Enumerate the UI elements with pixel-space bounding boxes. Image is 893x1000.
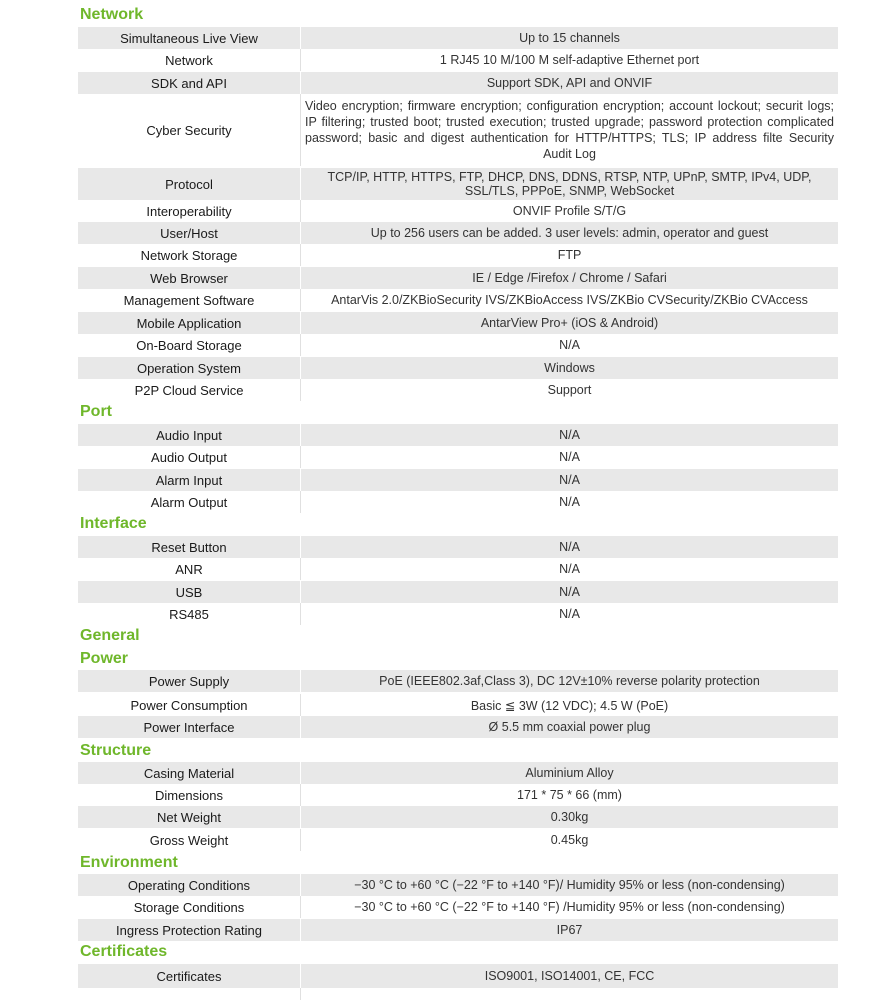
column-divider — [300, 379, 301, 401]
spec-row-interoperability — [78, 200, 838, 222]
spec-row-user-host — [78, 222, 838, 244]
spec-label: Certificates — [78, 964, 301, 988]
spec-label: Protocol — [78, 168, 301, 200]
spec-label: Network — [78, 49, 301, 71]
spec-label: Storage Conditions — [78, 896, 301, 918]
spec-value: N/A — [559, 428, 580, 442]
spec-row-audio-output — [78, 446, 838, 468]
spec-row-certificates — [78, 964, 838, 988]
spec-row-mobile-application — [78, 312, 838, 334]
spec-row-p2p-cloud-service — [78, 379, 838, 401]
column-divider — [300, 603, 301, 625]
spec-value: PoE (IEEE802.3af,Class 3), DC 12V±10% reverse polarity protection — [379, 674, 760, 688]
column-divider — [300, 289, 301, 311]
spec-label: Audio Output — [78, 446, 301, 468]
spec-row-casing-material — [78, 762, 838, 784]
spec-row-simultaneous-live-view — [78, 27, 838, 49]
spec-row-management-software — [78, 289, 838, 311]
section-title-environment: Environment — [80, 854, 178, 871]
spec-row-dimensions — [78, 784, 838, 806]
spec-row-gross-weight — [78, 829, 838, 851]
column-divider — [300, 694, 301, 716]
spec-value: N/A — [559, 450, 580, 464]
spec-row-audio-input — [78, 424, 838, 446]
spec-row-network-storage — [78, 244, 838, 266]
spec-row-network — [78, 49, 838, 71]
spec-row-net-weight — [78, 806, 838, 828]
spec-label: Casing Material — [78, 762, 301, 784]
spec-label: Cyber Security — [78, 94, 301, 166]
spec-label: RS485 — [78, 603, 301, 625]
spec-label: Interoperability — [78, 200, 301, 222]
column-divider — [300, 896, 301, 918]
spec-label: Management Software — [78, 289, 301, 311]
spec-label: Audio Input — [78, 424, 301, 446]
section-title-port: Port — [80, 403, 112, 420]
spec-value: ONVIF Profile S/T/G — [512, 204, 627, 218]
section-title-interface: Interface — [80, 515, 147, 532]
column-divider — [300, 784, 301, 806]
spec-row-operating-conditions — [78, 874, 838, 896]
column-divider — [300, 200, 301, 222]
spec-row-usb — [78, 581, 838, 603]
spec-label: Power Interface — [78, 716, 301, 738]
spec-value: N/A — [559, 585, 580, 599]
spec-value: −30 °C to +60 °C (−22 °F to +140 °F) /Humidity 95% or less (non-condensing) — [354, 900, 785, 914]
spec-label: Simultaneous Live View — [78, 27, 301, 49]
spec-label: Operation System — [78, 357, 301, 379]
spec-label: P2P Cloud Service — [78, 379, 301, 401]
spec-value: 0.30kg — [550, 810, 589, 824]
spec-value: N/A — [559, 473, 580, 487]
spec-value: Support SDK, API and ONVIF — [486, 76, 653, 90]
column-divider — [300, 334, 301, 356]
spec-value: N/A — [559, 607, 580, 621]
spec-value: 1 RJ45 10 M/100 M self-adaptive Ethernet port — [439, 53, 700, 67]
spec-row-anr — [78, 558, 838, 580]
spec-value: AntarVis 2.0/ZKBioSecurity IVS/ZKBioAccess IVS/ZKBio CVSecurity/ZKBio CVAccess — [331, 293, 808, 307]
column-divider — [300, 446, 301, 468]
spec-label: Power Supply — [78, 670, 301, 692]
spec-label: Gross Weight — [78, 829, 301, 851]
spec-value: N/A — [559, 562, 580, 576]
spec-label: Operating Conditions — [78, 874, 301, 896]
spec-label: ANR — [78, 558, 301, 580]
spec-value: Support — [547, 383, 592, 397]
section-title-structure: Structure — [80, 742, 152, 759]
spec-value: Video encryption; firmware encryption; configuration encryption; account lockout; securit logs; IP filtering; trusted boot; trusted execution; trusted upgrade; password protection complicated password; basic and digest authentication for HTTP/HTTPS; TLS; IP address filte Security Audit Log — [305, 99, 834, 161]
spec-value: TCP/IP, HTTP, HTTPS, FTP, DHCP, DNS, DDNS, RTSP, NTP, UPnP, SMTP, IPv4, UDP, SSL/TLS, PPPoE, SNMP, WebSocket — [327, 170, 812, 198]
spec-row-on-board-storage — [78, 334, 838, 356]
spec-row-protocol — [78, 168, 838, 200]
column-divider — [300, 491, 301, 513]
spec-row-storage-conditions — [78, 896, 838, 918]
spec-row-web-browser — [78, 267, 838, 289]
spec-label: On-Board Storage — [78, 334, 301, 356]
spec-label: Web Browser — [78, 267, 301, 289]
spec-value: −30 °C to +60 °C (−22 °F to +140 °F)/ Humidity 95% or less (non-condensing) — [354, 878, 785, 892]
spec-label: SDK and API — [78, 72, 301, 94]
spec-value: Up to 15 channels — [519, 31, 620, 45]
section-title-power: Power — [80, 650, 129, 667]
column-divider — [300, 94, 301, 166]
section-title-general: General — [80, 627, 140, 644]
spec-row-ingress-protection-rating — [78, 919, 838, 941]
spec-value: Aluminium Alloy — [525, 766, 614, 780]
spec-value: AntarView Pro+ (iOS & Android) — [480, 316, 659, 330]
spec-label: Power Consumption — [78, 694, 301, 716]
spec-value: IP67 — [556, 923, 583, 937]
spec-row-power-supply — [78, 670, 838, 692]
spec-value: N/A — [559, 495, 580, 509]
spec-row-power-consumption — [78, 694, 838, 716]
spec-row-power-interface — [78, 716, 838, 738]
spec-value: 171 * 75 * 66 (mm) — [517, 788, 622, 802]
spec-row-alarm-output — [78, 491, 838, 513]
spec-value: Windows — [544, 361, 595, 375]
spec-label: User/Host — [78, 222, 301, 244]
spec-row-sdk-and-api — [78, 72, 838, 94]
spec-row-alarm-input — [78, 469, 838, 491]
spec-value: Ø 5.5 mm coaxial power plug — [488, 720, 651, 734]
column-divider — [300, 829, 301, 851]
spec-label: Network Storage — [78, 244, 301, 266]
spec-value: 0.45kg — [550, 833, 589, 847]
spec-label: Alarm Input — [78, 469, 301, 491]
spec-value: N/A — [559, 338, 580, 352]
spec-value: FTP — [557, 248, 582, 262]
column-divider — [300, 49, 301, 71]
spec-label: Dimensions — [78, 784, 301, 806]
column-divider — [300, 244, 301, 266]
column-divider — [300, 558, 301, 580]
section-title-certificates: Certificates — [80, 943, 168, 960]
column-divider — [300, 988, 301, 1000]
spec-label: Alarm Output — [78, 491, 301, 513]
spec-row-reset-button — [78, 536, 838, 558]
spec-label: Mobile Application — [78, 312, 301, 334]
spec-label: USB — [78, 581, 301, 603]
spec-value: N/A — [559, 540, 580, 554]
spec-value: IE / Edge /Firefox / Chrome / Safari — [472, 271, 667, 285]
spec-row-operation-system — [78, 357, 838, 379]
spec-row-cyber-security — [78, 94, 838, 166]
section-title-network: Network — [80, 6, 144, 23]
spec-label: Reset Button — [78, 536, 301, 558]
spec-value: Up to 256 users can be added. 3 user levels: admin, operator and guest — [370, 226, 769, 240]
spec-label: Net Weight — [78, 806, 301, 828]
spec-value: Basic ≦ 3W (12 VDC); 4.5 W (PoE) — [470, 698, 669, 713]
spec-label: Ingress Protection Rating — [78, 919, 301, 941]
spec-row-rs485 — [78, 603, 838, 625]
spec-value: ISO9001, ISO14001, CE, FCC — [484, 969, 655, 983]
